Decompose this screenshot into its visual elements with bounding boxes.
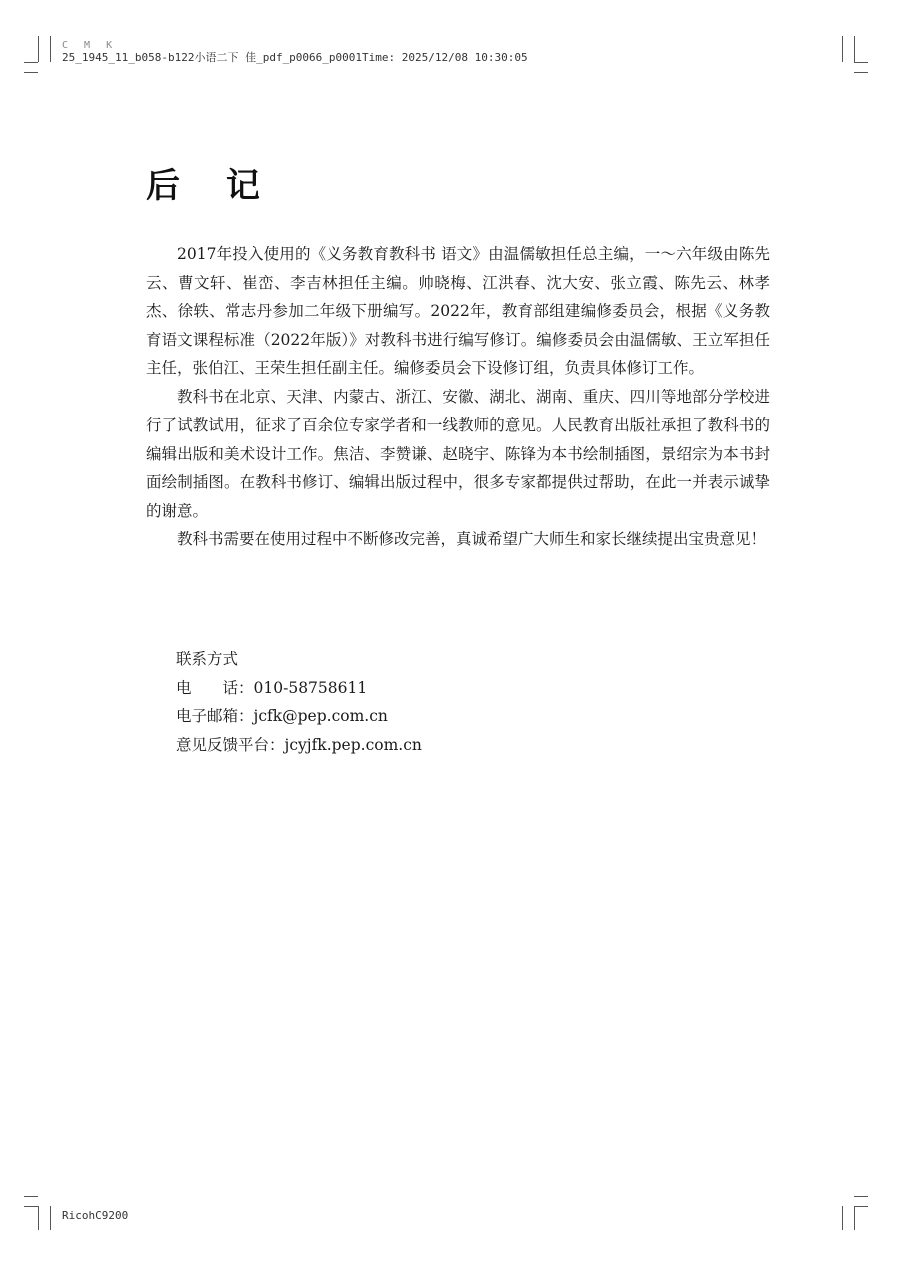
feedback-label: 意见反馈平台： bbox=[176, 735, 285, 754]
crop-mark bbox=[50, 36, 51, 62]
feedback-url: jcyjfk.pep.com.cn bbox=[284, 735, 422, 754]
phone-number: 010-58758611 bbox=[253, 678, 368, 697]
crop-mark bbox=[854, 36, 855, 62]
crop-mark bbox=[50, 1206, 51, 1230]
print-job-line: 25_1945_11_b058-b122小语二下 佳_pdf_p0066_p0001Time: 2025/12/08 10:30:05 bbox=[62, 51, 528, 64]
contact-email-row bbox=[176, 702, 422, 731]
crop-mark bbox=[854, 62, 868, 63]
crop-mark bbox=[854, 72, 868, 73]
printer-device-label: RicohC9200 bbox=[62, 1209, 129, 1222]
paragraph: 教科书在北京、天津、内蒙古、浙江、安徽、湖北、湖南、重庆、四川等地部分学校进行了试教试用，征求了百余位专家学者和一线教师的意见。人民教育出版社承担了教科书的编辑出版和美术设计工作。焦洁、李赞谦、赵晓宇、陈锋为本书绘制插图，景绍宗为本书封面绘制插图。在教科书修订、编辑出版过程中，很多专家都提供过帮助，在此一并表示诚挚的谢意。 bbox=[146, 387, 770, 520]
afterword-body bbox=[146, 240, 770, 554]
crop-mark bbox=[842, 36, 843, 62]
email-label: 电子邮箱： bbox=[176, 707, 254, 725]
crop-mark bbox=[854, 1206, 855, 1230]
print-job-info bbox=[62, 40, 528, 64]
page-title: 后 记 bbox=[146, 166, 277, 206]
contact-info bbox=[176, 645, 422, 759]
paragraph: 教科书需要在使用过程中不断修改完善，真诚希望广大师生和家长继续提出宝贵意见！ bbox=[177, 530, 767, 548]
crop-mark bbox=[24, 62, 38, 63]
cmyk-marks: C M K bbox=[62, 40, 118, 51]
crop-mark bbox=[24, 1196, 38, 1197]
contact-phone-row bbox=[176, 674, 422, 703]
email-address: jcfk@pep.com.cn bbox=[253, 707, 388, 725]
crop-mark bbox=[854, 1206, 868, 1207]
paragraph: 2017年投入使用的《义务教育教科书 语文》由温儒敏担任总主编，一～六年级由陈先云、曹文轩、崔峦、李吉林担任主编。帅晓梅、江洪春、沈大安、张立霞、陈先云、林孝杰、徐轶、常志丹参加二年级下册编写。2022年，教育部组建编修委员会，根据《义务教育语文课程标准（2022年版）》对教科书进行编写修订。编修委员会由温儒敏、王立军担任主任，张伯江、王荣生担任副主任。编修委员会下设修订组，负责具体修订工作。 bbox=[146, 245, 770, 377]
crop-mark bbox=[842, 1206, 843, 1230]
crop-mark bbox=[854, 1196, 868, 1197]
contact-heading: 联系方式 bbox=[176, 650, 239, 668]
crop-mark bbox=[38, 1206, 39, 1230]
contact-feedback-row bbox=[176, 731, 422, 760]
crop-mark bbox=[38, 36, 39, 62]
crop-mark bbox=[24, 72, 38, 73]
phone-label: 电 话： bbox=[176, 678, 254, 697]
crop-mark bbox=[24, 1206, 38, 1207]
